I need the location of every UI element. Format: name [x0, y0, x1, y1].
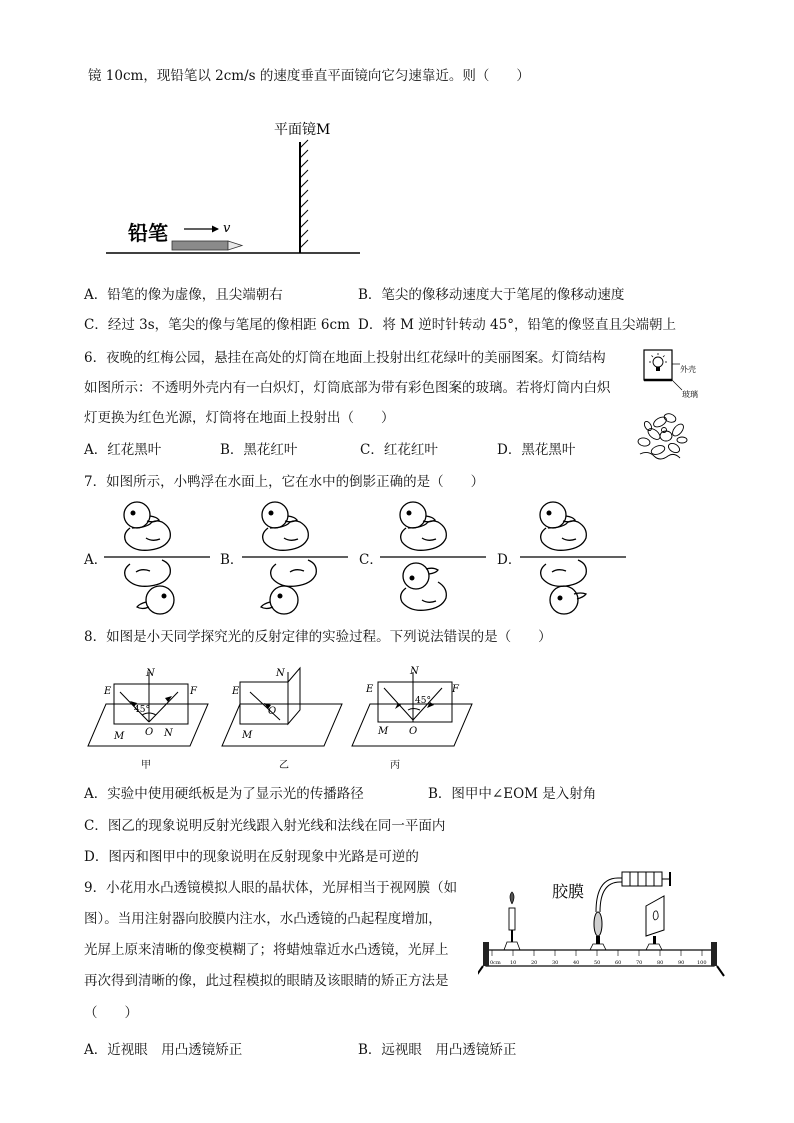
pencil-label: 铅笔: [128, 221, 168, 245]
q6-stem-line1: 6．夜晚的红梅公园，悬挂在高处的灯筒在地面上投射出红花绿叶的美丽图案。灯筒结构: [84, 350, 606, 366]
q5-option-c[interactable]: C．经过 3s，笔尖的像与笔尾的像相距 6cm: [84, 317, 350, 333]
jia-label-e: E: [104, 686, 112, 697]
q6-option-b[interactable]: B．黑花红叶: [220, 442, 298, 458]
jia-label-n: N: [146, 668, 155, 679]
ruler-tick-0: 0cm: [490, 960, 501, 966]
light-screen-icon: [646, 896, 664, 950]
ruler-tick-70: 70: [636, 960, 643, 966]
jia-label-m: M: [114, 731, 125, 742]
lantern-shell-label: 外壳: [680, 365, 696, 374]
ruler-tick-60: 60: [615, 960, 622, 966]
ruler-tick-30: 30: [552, 960, 559, 966]
q9-stem-line4: 再次得到清晰的像，此过程模拟的眼睛及该眼睛的矫正方法是: [84, 973, 449, 989]
q7-option-a[interactable]: A．: [84, 552, 108, 568]
jia-label-f: F: [190, 686, 197, 697]
yi-label-m: M: [242, 730, 253, 741]
q8-option-c[interactable]: C．图乙的现象说明反射光线跟入射光线和法线在同一平面内: [84, 818, 446, 834]
q6-stem-line2: 如图所示：不透明外壳内有一白炽灯，灯筒底部为带有彩色图案的玻璃。若将灯筒内白炽: [84, 380, 611, 396]
yi-caption: 乙: [279, 760, 289, 771]
duck-option-b[interactable]: [240, 496, 350, 626]
pencil-shape: [172, 241, 242, 250]
q9-stem-line5: （ ）: [84, 1005, 138, 1021]
jia-label-n-bottom: N: [164, 728, 173, 739]
candle-icon: [504, 892, 520, 950]
q6-option-d[interactable]: D．黑花黑叶: [497, 442, 576, 458]
q5-option-d[interactable]: D．将 M 逆时针转动 45°，铅笔的像竖直且尖端朝上: [358, 317, 676, 333]
q7-stem: 7．如图所示，小鸭浮在水面上，它在水中的倒影正确的是（ ）: [84, 474, 485, 490]
bing-caption: 丙: [390, 760, 400, 771]
q7-option-d[interactable]: D．: [497, 552, 522, 568]
yi-label-e: E: [232, 686, 240, 697]
jia-label-o: O: [145, 727, 154, 738]
q7-option-b[interactable]: B．: [220, 552, 244, 568]
flower-pattern-icon: [637, 412, 687, 459]
q8-option-d[interactable]: D．图丙和图甲中的现象说明在反射现象中光路是可逆的: [84, 849, 419, 865]
yi-label-n: N: [276, 668, 285, 679]
mirror-label: 平面镜M: [274, 122, 331, 138]
q9-stem-line3: 光屏上原来清晰的像变模糊了；将蜡烛靠近水凸透镜，光屏上: [84, 942, 449, 958]
ruler-tick-10: 10: [510, 960, 517, 966]
duck-option-c[interactable]: [378, 496, 488, 626]
bing-label-f: F: [452, 684, 459, 695]
reflection-figure-jia: [80, 664, 215, 772]
jia-caption: 甲: [141, 760, 151, 771]
reflection-figure-yi: [218, 664, 348, 772]
velocity-label: v: [223, 221, 231, 236]
optical-bench-figure: [478, 850, 728, 980]
q9-stem-line1: 9．小花用水凸透镜模拟人眼的晶状体，光屏相当于视网膜（如: [84, 880, 458, 896]
lantern-glass-label: 玻璃: [682, 390, 698, 399]
q9-stem-line2: 图）。当用注射器向胶膜内注水，水凸透镜的凸起程度增加，: [84, 911, 442, 927]
water-lens-icon: [590, 912, 606, 950]
q5-option-a[interactable]: A．铅笔的像为虚像，且尖端朝右: [84, 287, 283, 303]
q9-option-a[interactable]: A．近视眼 用凸透镜矫正: [84, 1042, 243, 1058]
duck-option-a[interactable]: [102, 496, 212, 626]
bing-label-o: O: [409, 726, 418, 737]
reflection-figure-bing: [348, 664, 478, 772]
ruler-tick-90: 90: [678, 960, 685, 966]
q8-stem: 8．如图是小天同学探究光的反射定律的实验过程。下列说法错误的是（ ）: [84, 629, 552, 645]
q5-stem-tail: 镜 10cm，现铅笔以 2cm/s 的速度垂直平面镜向它匀速靠近。则（ ）: [88, 68, 530, 84]
q6-option-c[interactable]: C．红花红叶: [360, 442, 438, 458]
ruler-tick-40: 40: [573, 960, 580, 966]
mirror-figure: [100, 112, 370, 262]
ruler-tick-100: 100: [697, 960, 707, 966]
q6-option-a[interactable]: A．红花黑叶: [84, 442, 162, 458]
q7-option-c[interactable]: C．: [359, 552, 383, 568]
bing-label-n: N: [410, 666, 419, 677]
q6-stem-line3: 灯更换为红色光源，灯筒将在地面上投射出（ ）: [84, 410, 395, 426]
q9-option-b[interactable]: B．远视眼 用凸透镜矫正: [358, 1042, 517, 1058]
ruler-tick-50: 50: [594, 960, 601, 966]
bing-label-angle: 45°: [415, 696, 431, 706]
duck-option-d[interactable]: [518, 496, 628, 626]
yi-label-o: O: [268, 706, 277, 717]
lantern-figure: [630, 344, 710, 474]
jia-label-angle: 45°: [134, 705, 150, 715]
q5-option-b[interactable]: B．笔尖的像移动速度大于笔尾的像移动速度: [358, 287, 625, 303]
bing-label-m: M: [378, 726, 389, 737]
q8-option-a[interactable]: A．实验中使用硬纸板是为了显示光的传播路径: [84, 786, 364, 802]
membrane-label: 胶膜: [552, 882, 585, 901]
bulb-icon: [649, 353, 667, 371]
ruler-tick-20: 20: [531, 960, 538, 966]
ruler-tick-80: 80: [657, 960, 664, 966]
q8-option-b[interactable]: B．图甲中∠EOM 是入射角: [428, 786, 597, 802]
bing-label-e: E: [366, 684, 374, 695]
